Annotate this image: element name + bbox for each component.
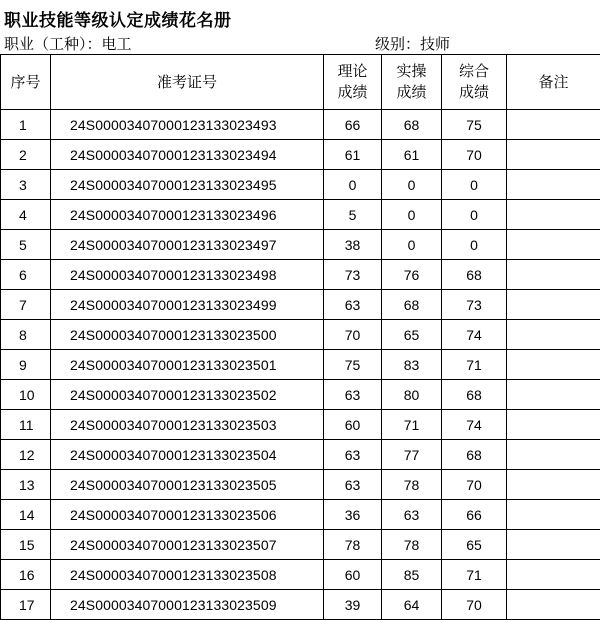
theory-score-cell: 63 xyxy=(324,380,382,410)
overall-score-cell: 68 xyxy=(442,440,507,470)
overall-score-cell: 70 xyxy=(442,470,507,500)
header-theory-line2: 成绩 xyxy=(324,82,381,103)
table-row xyxy=(1,290,600,320)
seq-cell: 8 xyxy=(1,320,51,350)
table-row xyxy=(1,170,600,200)
ticket-number-cell: 24S00003407000123133023494 xyxy=(51,140,324,170)
score-table xyxy=(0,54,600,620)
practice-score-cell: 0 xyxy=(382,170,442,200)
header-theory-score xyxy=(324,55,382,110)
table-body xyxy=(1,110,600,620)
practice-score-cell: 65 xyxy=(382,320,442,350)
remark-cell xyxy=(507,170,600,200)
theory-score-cell: 63 xyxy=(324,290,382,320)
overall-score-cell: 66 xyxy=(442,500,507,530)
ticket-number-cell: 24S00003407000123133023505 xyxy=(51,470,324,500)
remark-cell xyxy=(507,440,600,470)
table-row xyxy=(1,470,600,500)
seq-cell: 1 xyxy=(1,110,51,140)
practice-score-cell: 83 xyxy=(382,350,442,380)
remark-cell xyxy=(507,560,600,590)
seq-cell: 4 xyxy=(1,200,51,230)
theory-score-cell: 36 xyxy=(324,500,382,530)
level-label: 级别：技师 xyxy=(375,33,450,54)
remark-cell xyxy=(507,470,600,500)
theory-score-cell: 0 xyxy=(324,170,382,200)
header-practice-score xyxy=(382,55,442,110)
practice-score-cell: 0 xyxy=(382,230,442,260)
ticket-number-cell: 24S00003407000123133023500 xyxy=(51,320,324,350)
theory-score-cell: 5 xyxy=(324,200,382,230)
seq-cell: 3 xyxy=(1,170,51,200)
theory-score-cell: 78 xyxy=(324,530,382,560)
remark-cell xyxy=(507,380,600,410)
ticket-number-cell: 24S00003407000123133023495 xyxy=(51,170,324,200)
theory-score-cell: 60 xyxy=(324,410,382,440)
remark-cell xyxy=(507,200,600,230)
remark-cell xyxy=(507,410,600,440)
header-theory-line1: 理论 xyxy=(324,61,381,82)
practice-score-cell: 76 xyxy=(382,260,442,290)
ticket-number-cell: 24S00003407000123133023501 xyxy=(51,350,324,380)
theory-score-cell: 38 xyxy=(324,230,382,260)
theory-score-cell: 73 xyxy=(324,260,382,290)
seq-cell: 6 xyxy=(1,260,51,290)
overall-score-cell: 70 xyxy=(442,140,507,170)
remark-cell xyxy=(507,530,600,560)
remark-cell xyxy=(507,230,600,260)
practice-score-cell: 78 xyxy=(382,470,442,500)
seq-cell: 15 xyxy=(1,530,51,560)
seq-cell: 12 xyxy=(1,440,51,470)
remark-cell xyxy=(507,590,600,620)
table-row xyxy=(1,410,600,440)
theory-score-cell: 61 xyxy=(324,140,382,170)
practice-score-cell: 0 xyxy=(382,200,442,230)
header-ticket-number: 准考证号 xyxy=(51,55,324,110)
overall-score-cell: 65 xyxy=(442,530,507,560)
table-row xyxy=(1,500,600,530)
table-row xyxy=(1,140,600,170)
table-row xyxy=(1,110,600,140)
table-row xyxy=(1,530,600,560)
seq-cell: 5 xyxy=(1,230,51,260)
overall-score-cell: 68 xyxy=(442,380,507,410)
seq-cell: 11 xyxy=(1,410,51,440)
table-row xyxy=(1,260,600,290)
occupation-label: 职业（工种）：电工 xyxy=(4,33,132,54)
ticket-number-cell: 24S00003407000123133023502 xyxy=(51,380,324,410)
ticket-number-cell: 24S00003407000123133023497 xyxy=(51,230,324,260)
overall-score-cell: 0 xyxy=(442,200,507,230)
table-row xyxy=(1,200,600,230)
header-overall-line2: 成绩 xyxy=(442,82,506,103)
remark-cell xyxy=(507,350,600,380)
header-overall-line1: 综合 xyxy=(442,61,506,82)
practice-score-cell: 71 xyxy=(382,410,442,440)
table-row xyxy=(1,350,600,380)
table-row xyxy=(1,560,600,590)
ticket-number-cell: 24S00003407000123133023506 xyxy=(51,500,324,530)
remark-cell xyxy=(507,320,600,350)
remark-cell xyxy=(507,110,600,140)
remark-cell xyxy=(507,260,600,290)
overall-score-cell: 68 xyxy=(442,260,507,290)
overall-score-cell: 70 xyxy=(442,590,507,620)
ticket-number-cell: 24S00003407000123133023504 xyxy=(51,440,324,470)
overall-score-cell: 71 xyxy=(442,560,507,590)
ticket-number-cell: 24S00003407000123133023499 xyxy=(51,290,324,320)
seq-cell: 14 xyxy=(1,500,51,530)
practice-score-cell: 68 xyxy=(382,110,442,140)
table-header-row xyxy=(1,55,600,110)
ticket-number-cell: 24S00003407000123133023509 xyxy=(51,590,324,620)
practice-score-cell: 77 xyxy=(382,440,442,470)
practice-score-cell: 64 xyxy=(382,590,442,620)
overall-score-cell: 74 xyxy=(442,410,507,440)
seq-cell: 2 xyxy=(1,140,51,170)
ticket-number-cell: 24S00003407000123133023503 xyxy=(51,410,324,440)
ticket-number-cell: 24S00003407000123133023493 xyxy=(51,110,324,140)
theory-score-cell: 70 xyxy=(324,320,382,350)
theory-score-cell: 63 xyxy=(324,470,382,500)
practice-score-cell: 85 xyxy=(382,560,442,590)
seq-cell: 7 xyxy=(1,290,51,320)
remark-cell xyxy=(507,290,600,320)
seq-cell: 13 xyxy=(1,470,51,500)
theory-score-cell: 63 xyxy=(324,440,382,470)
practice-score-cell: 68 xyxy=(382,290,442,320)
table-row xyxy=(1,230,600,260)
ticket-number-cell: 24S00003407000123133023496 xyxy=(51,200,324,230)
ticket-number-cell: 24S00003407000123133023508 xyxy=(51,560,324,590)
remark-cell xyxy=(507,500,600,530)
overall-score-cell: 0 xyxy=(442,170,507,200)
ticket-number-cell: 24S00003407000123133023498 xyxy=(51,260,324,290)
header-practice-line1: 实操 xyxy=(382,61,441,82)
table-row xyxy=(1,440,600,470)
ticket-number-cell: 24S00003407000123133023507 xyxy=(51,530,324,560)
seq-cell: 16 xyxy=(1,560,51,590)
seq-cell: 17 xyxy=(1,590,51,620)
overall-score-cell: 75 xyxy=(442,110,507,140)
practice-score-cell: 61 xyxy=(382,140,442,170)
seq-cell: 10 xyxy=(1,380,51,410)
overall-score-cell: 71 xyxy=(442,350,507,380)
table-row xyxy=(1,320,600,350)
roster-title: 职业技能等级认定成绩花名册 xyxy=(4,6,232,31)
overall-score-cell: 73 xyxy=(442,290,507,320)
practice-score-cell: 63 xyxy=(382,500,442,530)
header-practice-line2: 成绩 xyxy=(382,82,441,103)
theory-score-cell: 75 xyxy=(324,350,382,380)
seq-cell: 9 xyxy=(1,350,51,380)
overall-score-cell: 74 xyxy=(442,320,507,350)
header-remark: 备注 xyxy=(507,55,600,110)
theory-score-cell: 60 xyxy=(324,560,382,590)
theory-score-cell: 39 xyxy=(324,590,382,620)
practice-score-cell: 78 xyxy=(382,530,442,560)
header-seq: 序号 xyxy=(1,55,51,110)
header-overall-score xyxy=(442,55,507,110)
practice-score-cell: 80 xyxy=(382,380,442,410)
overall-score-cell: 0 xyxy=(442,230,507,260)
theory-score-cell: 66 xyxy=(324,110,382,140)
table-row xyxy=(1,590,600,620)
remark-cell xyxy=(507,140,600,170)
table-row xyxy=(1,380,600,410)
